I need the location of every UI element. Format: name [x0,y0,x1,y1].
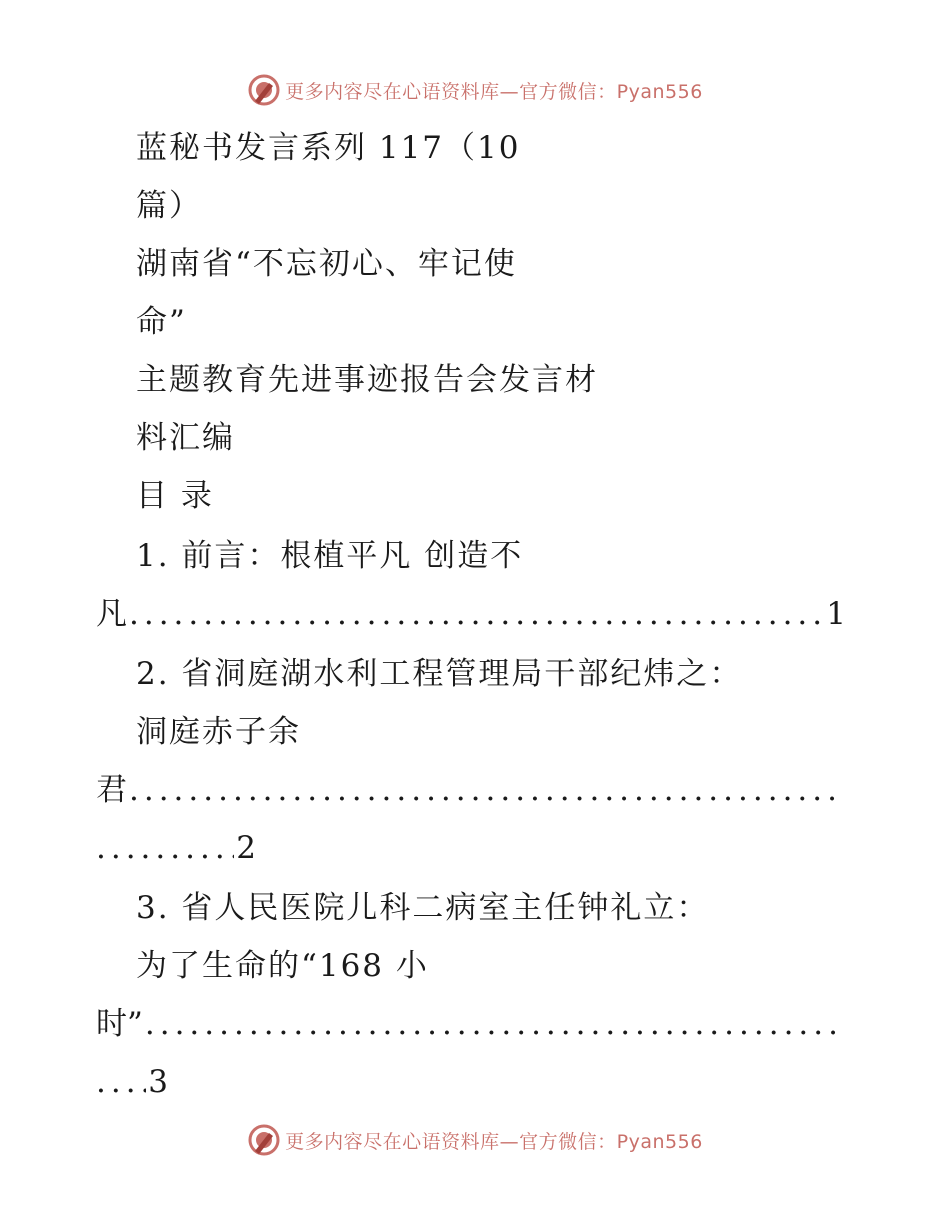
dot-leader [96,1062,146,1102]
toc-entry-2-leader [96,770,846,810]
toc-entry-3-page: 3 [148,1064,168,1100]
doc-subtitle-line-2: 命” [136,304,187,340]
toc-entry-3-leader [96,1004,846,1044]
toc-entry-1-title: 1. 前言：根植平凡 创造不 [136,538,524,574]
dot-leader [145,1004,844,1044]
toc-entry-3-leader-cont [96,1062,168,1102]
toc-entry-1-leader [96,594,846,634]
toc-entry-2-title: 2. 省洞庭湖水利工程管理局干部纪炜之： [136,656,743,692]
toc-entry-3-subtitle: 为了生命的“168 小 [136,948,429,984]
footer-watermark [0,1120,950,1160]
header-watermark [0,70,950,110]
toc-entry-1-tail: 凡 [96,596,127,632]
dot-leader [96,828,234,868]
toc-entry-3-tail: 时” [96,1006,143,1042]
doc-subtitle-line-4: 料汇编 [136,420,235,456]
toc-entry-2-tail: 君 [96,772,127,808]
toc-entry-2-page: 2 [236,830,256,866]
toc-entry-1-page: 1 [826,596,846,632]
red-pen-circle-logo-icon [247,1123,281,1157]
doc-title-line-1: 蓝秘书发言系列 117（10 [136,130,521,166]
dot-leader [129,770,844,810]
toc-entry-3-title: 3. 省人民医院儿科二病室主任钟礼立： [136,890,710,926]
watermark-text: 更多内容尽在心语资料库—官方微信：Pyan556 [285,1130,703,1153]
toc-entry-2-leader-cont [96,828,256,868]
doc-subtitle-line-3: 主题教育先进事迹报告会发言材 [136,362,598,398]
toc-heading: 目 录 [136,478,214,514]
doc-subtitle-line-1: 湖南省“不忘初心、牢记使 [136,246,517,282]
doc-title-line-2: 篇） [136,188,202,224]
watermark-text: 更多内容尽在心语资料库—官方微信：Pyan556 [285,80,703,103]
red-pen-circle-logo-icon [247,73,281,107]
toc-entry-2-subtitle: 洞庭赤子余 [136,714,301,750]
dot-leader [129,594,824,634]
